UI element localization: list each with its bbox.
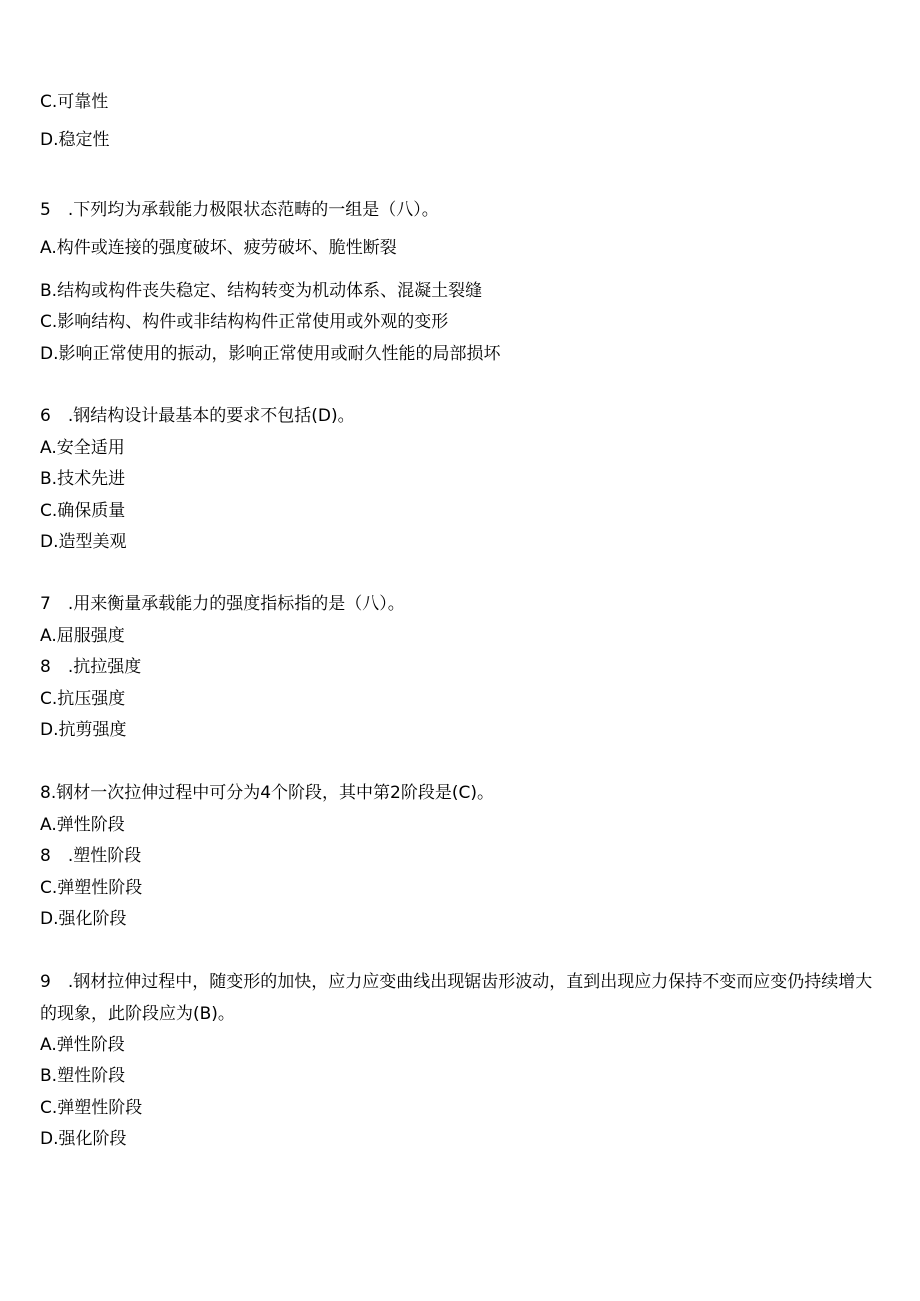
q7-option-c: C.抗压强度 xyxy=(40,689,126,709)
q7-option-a: A.屈服强度 xyxy=(40,626,125,646)
q5-option-b: B.结构或构件丧失稳定、结构转变为机动体系、混凝土裂缝 xyxy=(40,281,483,301)
q5-option-c: C.影响结构、构件或非结构构件正常使用或外观的变形 xyxy=(40,312,449,332)
q9-option-d: D.强化阶段 xyxy=(40,1129,127,1149)
q6-option-d: D.造型美观 xyxy=(40,532,127,552)
q7-question: 7 .用来衡量承载能力的强度指标指的是（八）。 xyxy=(40,594,405,614)
q6-option-b: B.技术先进 xyxy=(40,469,126,489)
q4-option-c: C.可靠性 xyxy=(40,92,109,112)
q6-option-a: A.安全适用 xyxy=(40,438,125,458)
q5-question: 5 .下列均为承载能力极限状态范畴的一组是（八）。 xyxy=(40,200,439,220)
q4-option-d: D.稳定性 xyxy=(40,130,110,150)
q8-option-c: C.弹塑性阶段 xyxy=(40,878,143,898)
q9-option-a: A.弹性阶段 xyxy=(40,1035,125,1055)
q8-option-a: A.弹性阶段 xyxy=(40,815,125,835)
q8-option-b: 8 .塑性阶段 xyxy=(40,846,142,866)
q5-option-a: A.构件或连接的强度破坏、疲劳破坏、脆性断裂 xyxy=(40,238,397,258)
q8-question: 8.钢材一次拉伸过程中可分为4个阶段，其中第2阶段是(C)。 xyxy=(40,783,494,803)
q9-option-b: B.塑性阶段 xyxy=(40,1066,126,1086)
q6-option-c: C.确保质量 xyxy=(40,501,126,521)
q9-question: 9 .钢材拉伸过程中，随变形的加快，应力应变曲线出现锯齿形波动，直到出现应力保持不变而应变仍持续增大的现象，此阶段应为(B)。 xyxy=(40,972,873,1024)
q6-question: 6 .钢结构设计最基本的要求不包括(D)。 xyxy=(40,406,355,426)
q5-option-d: D.影响正常使用的振动，影响正常使用或耐久性能的局部损坏 xyxy=(40,344,501,364)
q9-option-c: C.弹塑性阶段 xyxy=(40,1098,143,1118)
q7-option-b: 8 .抗拉强度 xyxy=(40,657,142,677)
q7-option-d: D.抗剪强度 xyxy=(40,720,127,740)
q8-option-d: D.强化阶段 xyxy=(40,909,127,929)
